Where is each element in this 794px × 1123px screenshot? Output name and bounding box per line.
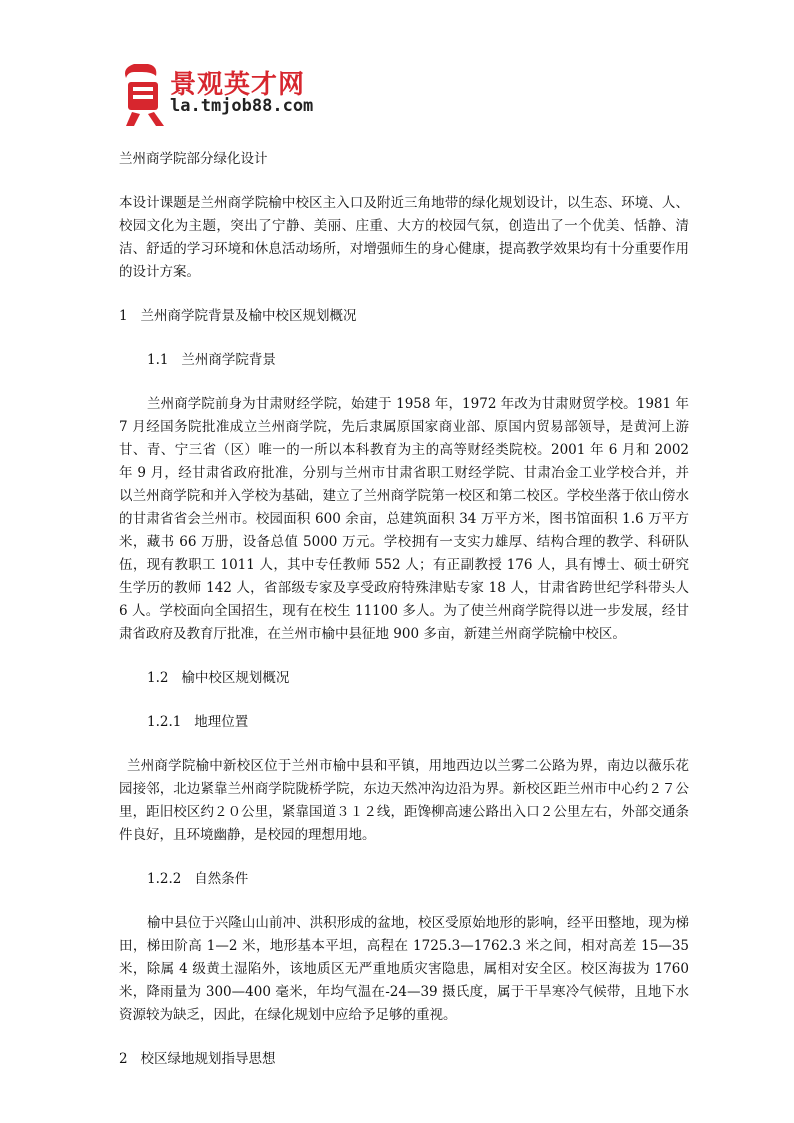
section-1-heading: 1 兰州商学院背景及榆中校区规划概况 xyxy=(119,308,357,324)
site-logo[interactable] xyxy=(118,60,338,132)
section-1-1-heading: 1.1 兰州商学院背景 xyxy=(147,352,276,368)
section-1-2-2-paragraph: 榆中县位于兴隆山山前冲、洪积形成的盆地，校区受原始地形的影响，经平田整地，现为梯田，梯田阶高 1—2 米，地形基本平坦，高程在 1725.3—1762.3 米之间，相对高差 15—35 米，除属 4 级黄土湿陷外，该地质区无严重地质灾害隐患，属相对安全区。校区海拔为 1760 米，降雨量为 300—400 毫米，年均气温在-24—39 摄氏度，属于干旱寒冷气候带，且地下水资源较为缺乏，因此，在绿化规划中应给予足够的重视。 xyxy=(119,915,689,1023)
section-1-2-1-paragraph: 兰州商学院榆中新校区位于兰州市榆中县和平镇，用地西边以兰雾二公路为界，南边以薇乐花园接邻，北边紧靠兰州商学院陇桥学院，东边天然冲沟边沿为界。新校区距兰州市中心约２７公里，距旧校区约２０公里，紧靠国道３１２线，距馋柳高速公路出入口２公里左右，外部交通条件良好，且环境幽静，是校园的理想用地。 xyxy=(119,758,689,843)
section-1-2-heading: 1.2 榆中校区规划概况 xyxy=(147,670,290,686)
document-body xyxy=(119,148,689,1092)
document-title: 兰州商学院部分绿化设计 xyxy=(119,151,268,167)
section-1-2-2-heading: 1.2.2 自然条件 xyxy=(147,871,249,887)
logo-emblem-icon xyxy=(118,60,168,130)
abstract-paragraph: 本设计课题是兰州商学院榆中校区主入口及附近三角地带的绿化规划设计，以生态、环境、人、校园文化为主题，突出了宁静、美丽、庄重、大方的校园气氛，创造出了一个优美、恬静、清洁、舒适的学习环境和休息活动场所，对增强师生的身心健康，提高教学效果均有十分重要作用的设计方案。 xyxy=(119,195,689,280)
logo-title: 景观英才网 xyxy=(170,70,306,100)
section-1-2-1-heading: 1.2.1 地理位置 xyxy=(147,714,249,730)
section-2-heading: 2 校区绿地规划指导思想 xyxy=(119,1051,276,1067)
section-1-1-paragraph: 兰州商学院前身为甘肃财经学院，始建于 1958 年，1972 年改为甘肃财贸学校。1981 年 7 月经国务院批准成立兰州商学院，先后隶属原国家商业部、原国内贸易部领导，是黄河上游甘、青、宁三省（区）唯一的一所以本科教育为主的高等财经类院校。2001 年 6 月和 2002 年 9 月，经甘肃省政府批准，分别与兰州市甘肃省职工财经学院、甘肃冶金工业学校合并，并以兰州商学院和并入学校为基础，建立了兰州商学院第一校区和第二校区。学校坐落于依山傍水的甘肃省省会兰州市。校园面积 600 余亩，总建筑面积 34 万平方米，图书馆面积 1.6 万平方米，藏书 66 万册，设备总值 5000 万元。学校拥有一支实力雄厚、结构合理的教学、科研队伍，现有教职工 1011 人，其中专任教师 552 人；有正副教授 176 人，具有博士、硕士研究生学历的教师 142 人，省部级专家及享受政府特殊津贴专家 18 人，甘肃省跨世纪学科带头人 6 人。学校面向全国招生，现有在校生 11100 多人。为了使兰州商学院得以进一步发展，经甘肃省政府及教育厅批准，在兰州市榆中县征地 900 多亩，新建兰州商学院榆中校区。 xyxy=(119,396,689,642)
logo-url[interactable]: la.tmjob88.com xyxy=(170,96,314,116)
